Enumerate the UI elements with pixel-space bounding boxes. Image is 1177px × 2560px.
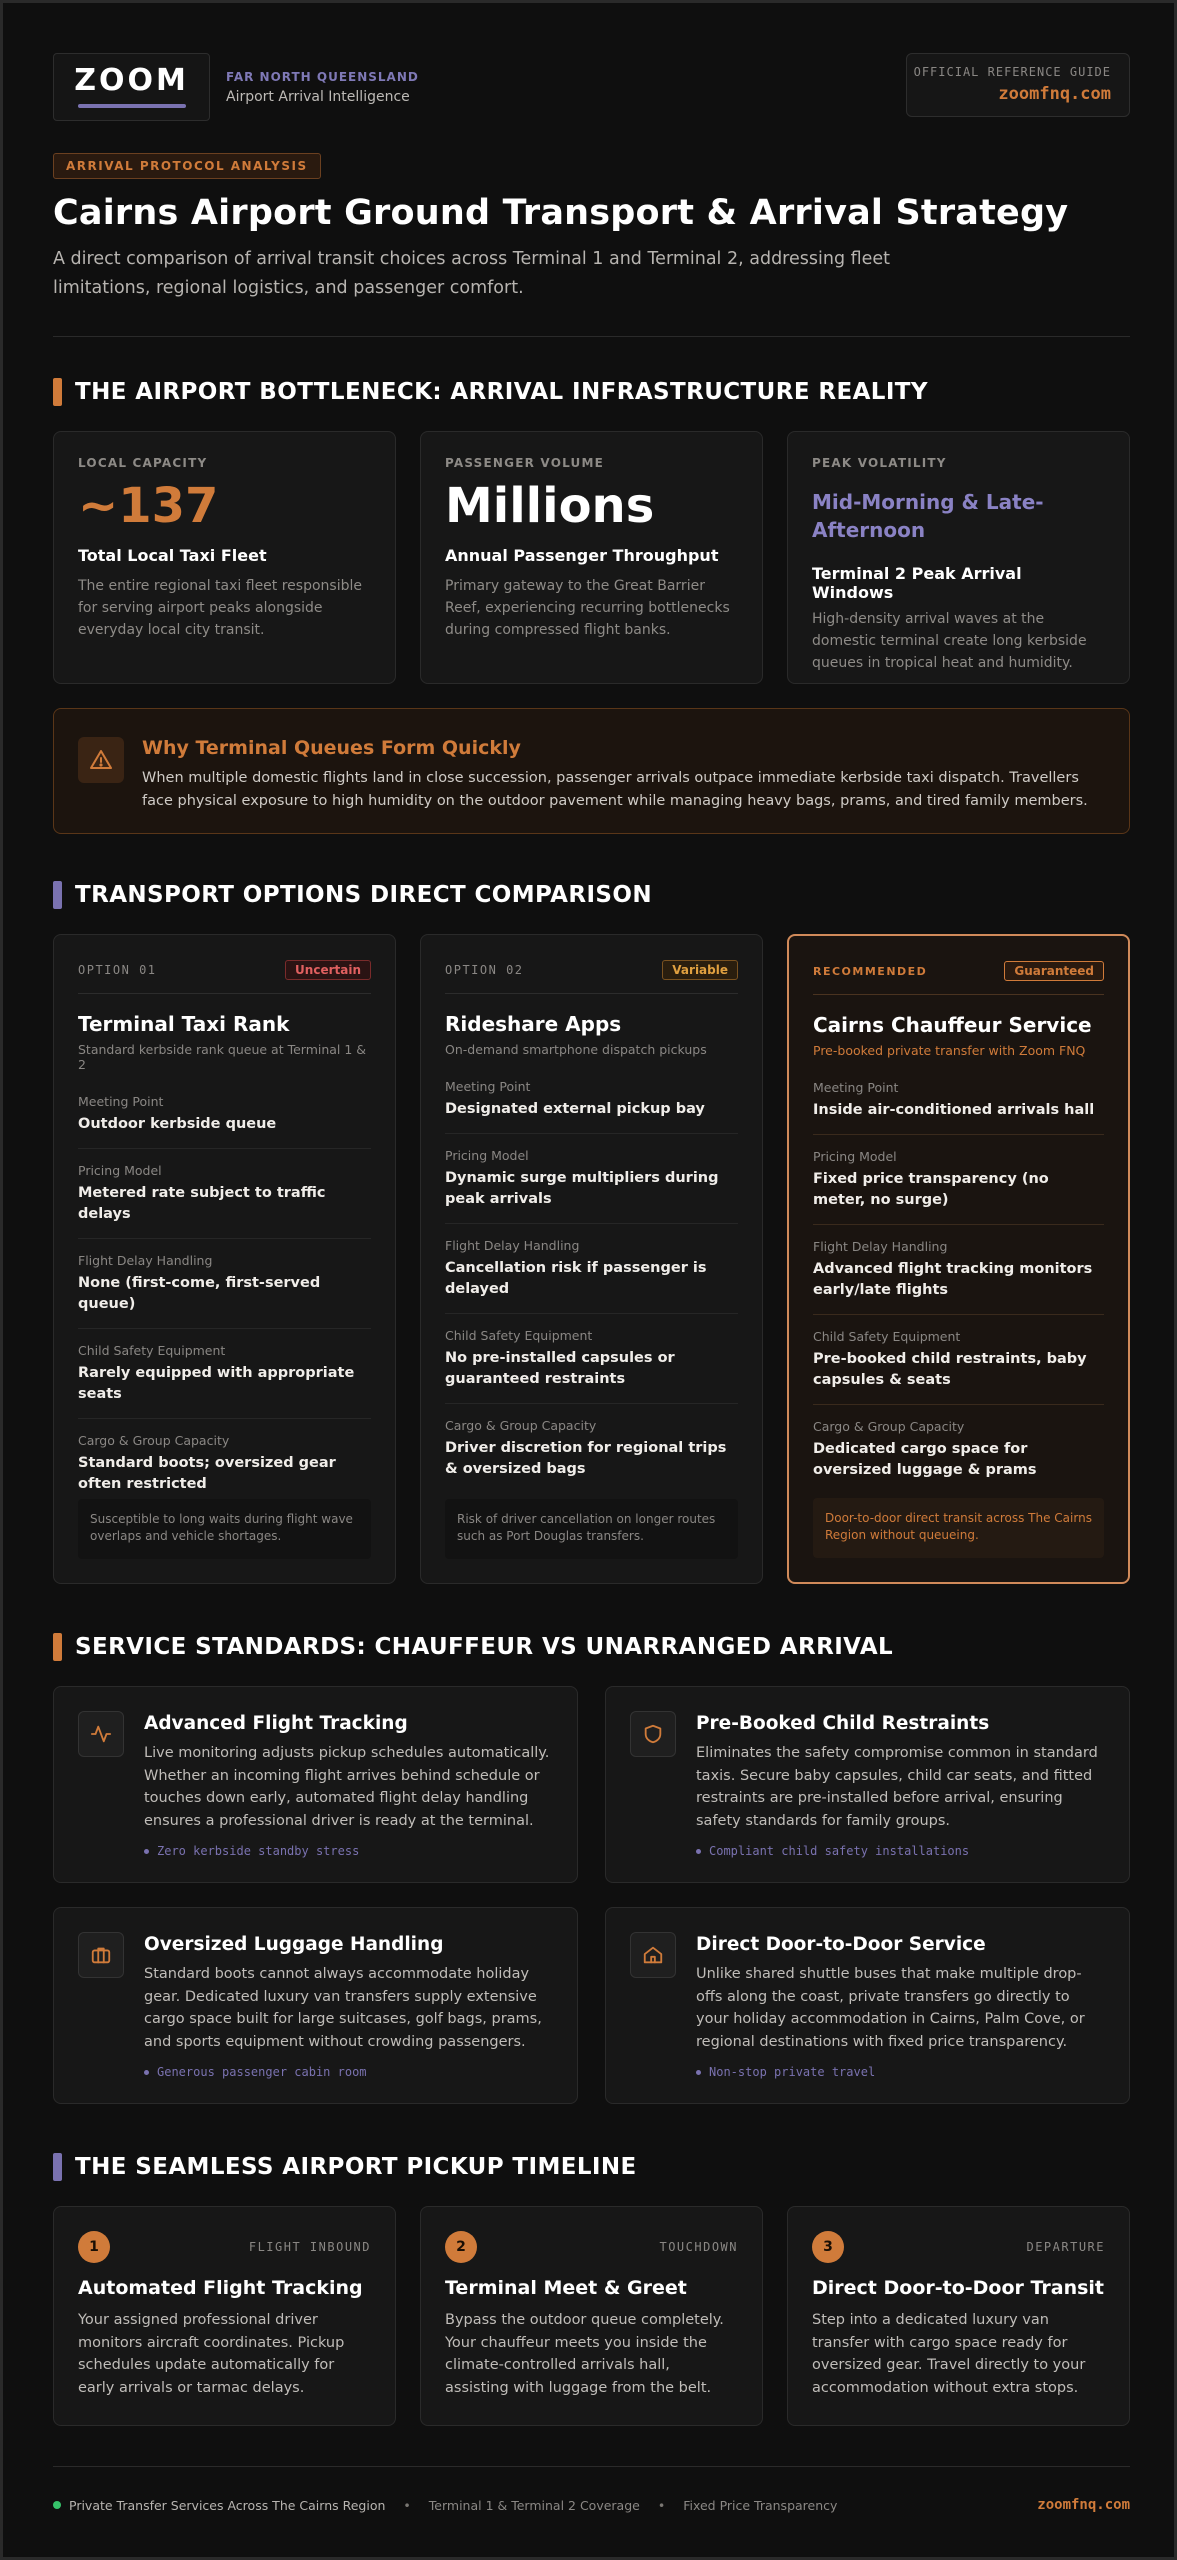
step-number: 3: [812, 2231, 844, 2263]
footer-item: Private Transfer Services Across The Cairns Region: [69, 2497, 386, 2513]
stat-description: High-density arrival waves at the domestic terminal create long kerbside queues in tropical heat and humidity.: [812, 611, 1087, 671]
option-footnote: Susceptible to long waits during flight wave overlaps and vehicle shortages.: [78, 1499, 371, 1559]
step-description: Bypass the outdoor queue completely. Your chauffeur meets you inside the climate-controlled arrivals hall, assisting with luggage from the belt.: [445, 2312, 724, 2396]
option-rows: [445, 1065, 738, 1493]
option-header: [813, 960, 1104, 982]
option-title: Terminal Taxi Rank: [78, 1012, 290, 1036]
brand-region: FAR NORTH QUEENSLAND: [226, 69, 419, 84]
divider: [53, 336, 1130, 337]
section-heading-timeline: [53, 2152, 1130, 2182]
row-label: Pricing Model: [78, 1163, 162, 1178]
header: [53, 53, 1130, 121]
timeline-step: [787, 2206, 1130, 2426]
option-rows: [78, 1080, 371, 1508]
stat-value: ~137: [78, 478, 219, 534]
option-header: [445, 959, 738, 981]
service-note: [144, 2065, 553, 2079]
option-title: Rideshare Apps: [445, 1012, 622, 1036]
status-badge: Variable: [662, 960, 738, 980]
service-description: Unlike shared shuttle buses that make multiple drop-offs along the coast, private transfers go directly to your holiday accommodation in Cairns, Palm Cove, or regional destinations with fixed price transparency.: [696, 1966, 1085, 2050]
option-title: Cairns Chauffeur Service: [813, 1013, 1092, 1037]
footer: [53, 2497, 1130, 2513]
service-description: Eliminates the safety compromise common in standard taxis. Secure baby capsules, child car seats, and fitted restraints are pre-installed before arrival, ensuring safety standards for family groups.: [696, 1745, 1098, 1829]
option-subtitle: Pre-booked private transfer with Zoom FNQ: [813, 1043, 1086, 1058]
briefcase-icon: [78, 1932, 124, 1978]
section-title: THE AIRPORT BOTTLENECK: ARRIVAL INFRASTRUCTURE REALITY: [75, 379, 928, 405]
stat-card-volume: [420, 431, 763, 684]
timeline-step: [53, 2206, 396, 2426]
service-note-text: Zero kerbside standby stress: [157, 1844, 360, 1858]
separator: •: [657, 2497, 666, 2513]
service-card-luggage: [53, 1907, 578, 2104]
row-value: Driver discretion for regional trips & oversized bags: [445, 1440, 727, 1477]
option-row: [78, 1329, 371, 1419]
stat-title: Annual Passenger Throughput: [445, 546, 719, 565]
service-description: Live monitoring adjusts pickup schedules automatically. Whether an incoming flight arrives behind schedule or touches down early, automated flight delay handling ensures a professional driver is ready at the terminal.: [144, 1745, 550, 1829]
stat-key: PASSENGER VOLUME: [445, 456, 605, 470]
footer-url-link[interactable]: zoomfnq.com: [1037, 2497, 1130, 2513]
status-dot: [53, 2501, 61, 2509]
option-subtitle: On-demand smartphone dispatch pickups: [445, 1042, 707, 1057]
shield-icon: [630, 1711, 676, 1757]
option-row: [78, 1080, 371, 1149]
step-description: Your assigned professional driver monitors aircraft coordinates. Pickup schedules update automatically for early arrivals or tarmac delays.: [78, 2312, 345, 2396]
option-row: [445, 1404, 738, 1493]
row-value: No pre-installed capsules or guaranteed restraints: [445, 1350, 675, 1387]
option-row: [445, 1224, 738, 1314]
option-key: RECOMMENDED: [813, 964, 928, 978]
stat-value: Millions: [445, 478, 655, 534]
service-body: [144, 1711, 553, 1858]
service-title: Pre-Booked Child Restraints: [696, 1713, 990, 1734]
step-key: DEPARTURE: [1026, 2240, 1105, 2254]
service-note-text: Compliant child safety installations: [709, 1844, 970, 1858]
stat-description: Primary gateway to the Great Barrier Reef, experiencing recurring bottlenecks during compressed flight banks.: [445, 578, 730, 638]
comparison-row: [53, 934, 1130, 1584]
row-value: Fixed price transparency (no meter, no surge): [813, 1171, 1049, 1208]
brand-subtitle: Airport Arrival Intelligence: [226, 88, 410, 105]
status-badge: Guaranteed: [1004, 961, 1104, 981]
hero-tag: ARRIVAL PROTOCOL ANALYSIS: [53, 153, 321, 179]
page-title: Cairns Airport Ground Transport & Arrival Strategy: [53, 193, 1069, 233]
row-value: Standard boots; oversized gear often restricted: [78, 1455, 336, 1492]
row-label: Cargo & Group Capacity: [78, 1433, 230, 1448]
reference-url-link[interactable]: zoomfnq.com: [998, 84, 1111, 104]
service-description: Standard boots cannot always accommodate holiday gear. Dedicated luxury van transfers supply extensive cargo space built for large suitcases, golf bags, prams, and sports equipment without crowding passengers.: [144, 1966, 542, 2050]
step-header: [445, 2231, 738, 2263]
stat-key: PEAK VOLATILITY: [812, 456, 947, 470]
row-value: Inside air-conditioned arrivals hall: [813, 1102, 1095, 1118]
section-accent-bar: [53, 881, 62, 909]
page-content: [53, 53, 1130, 2513]
service-note: [144, 1844, 553, 1858]
stats-row: [53, 431, 1130, 684]
divider: [53, 2466, 1130, 2467]
service-card-flight-tracking: [53, 1686, 578, 1883]
option-row: [813, 1135, 1104, 1225]
service-card-door-to-door: [605, 1907, 1130, 2104]
brand: [53, 53, 419, 121]
row-value: None (first-come, first-served queue): [78, 1275, 321, 1312]
brand-meta: [226, 70, 419, 105]
divider: [445, 993, 738, 994]
divider: [813, 994, 1104, 995]
section-accent-bar: [53, 1633, 62, 1661]
option-card-taxi[interactable]: [53, 934, 396, 1584]
option-row: [445, 1314, 738, 1404]
option-footnote: Risk of driver cancellation on longer routes such as Port Douglas transfers.: [445, 1499, 738, 1559]
home-icon: [630, 1932, 676, 1978]
row-value: Dedicated cargo space for oversized luggage & prams: [813, 1441, 1037, 1478]
stat-description: The entire regional taxi fleet responsible for serving airport peaks alongside everyday local city transit.: [78, 578, 362, 638]
warning-icon: [78, 737, 124, 783]
option-card-chauffeur[interactable]: [787, 934, 1130, 1584]
service-body: [144, 1932, 553, 2079]
row-label: Meeting Point: [445, 1079, 531, 1094]
service-note-text: Generous passenger cabin room: [157, 2065, 367, 2079]
row-value: Pre-booked child restraints, baby capsules & seats: [813, 1351, 1087, 1388]
row-label: Pricing Model: [445, 1148, 529, 1163]
reference-label: OFFICIAL REFERENCE GUIDE: [913, 65, 1111, 79]
service-title: Direct Door-to-Door Service: [696, 1934, 986, 1955]
option-subtitle: Standard kerbside rank queue at Terminal 1 & 2: [78, 1042, 367, 1072]
step-key: FLIGHT INBOUND: [248, 2240, 371, 2254]
bullet-dot: [696, 2070, 701, 2075]
row-label: Meeting Point: [78, 1094, 164, 1109]
service-grid: [53, 1686, 1130, 2104]
separator: •: [403, 2497, 411, 2513]
option-footnote: Door-to-door direct transit across The Cairns Region without queueing.: [813, 1498, 1104, 1558]
stat-value: Mid-Morning & Late-Afternoon: [812, 490, 1044, 542]
option-header: [78, 959, 371, 981]
step-title: Direct Door-to-Door Transit: [812, 2277, 1105, 2299]
logo-underline: [78, 104, 186, 108]
section-heading-comparison: [53, 880, 1130, 910]
section-accent-bar: [53, 2153, 62, 2181]
section-title: TRANSPORT OPTIONS DIRECT COMPARISON: [75, 882, 652, 908]
bullet-dot: [144, 1849, 149, 1854]
row-value: Cancellation risk if passenger is delayed: [445, 1260, 707, 1297]
section-title: SERVICE STANDARDS: CHAUFFEUR VS UNARRANGED ARRIVAL: [75, 1634, 894, 1660]
bullet-dot: [696, 1849, 701, 1854]
row-value: Designated external pickup bay: [445, 1101, 705, 1117]
option-row: [813, 1405, 1104, 1494]
service-title: Advanced Flight Tracking: [144, 1713, 408, 1734]
timeline-row: [53, 2206, 1130, 2426]
logo-text: ZOOM: [74, 63, 189, 98]
stat-title: Total Local Taxi Fleet: [78, 546, 267, 565]
row-label: Cargo & Group Capacity: [445, 1418, 597, 1433]
row-label: Cargo & Group Capacity: [813, 1419, 965, 1434]
row-label: Flight Delay Handling: [78, 1253, 213, 1268]
footer-item: Terminal 1 & Terminal 2 Coverage: [428, 2497, 640, 2513]
logo[interactable]: [53, 53, 210, 121]
section-title: THE SEAMLESS AIRPORT PICKUP TIMELINE: [75, 2154, 637, 2180]
option-card-rideshare[interactable]: [420, 934, 763, 1584]
alert-title: Why Terminal Queues Form Quickly: [142, 737, 521, 759]
alert-body: [142, 737, 1092, 809]
option-row: [445, 1134, 738, 1224]
stat-title: Terminal 2 Peak Arrival Windows: [812, 564, 1022, 602]
service-note-text: Non-stop private travel: [709, 2065, 876, 2079]
service-card-child-restraints: [605, 1686, 1130, 1883]
option-row: [78, 1419, 371, 1508]
option-row: [813, 1315, 1104, 1405]
stat-key: LOCAL CAPACITY: [78, 456, 208, 470]
step-title: Terminal Meet & Greet: [445, 2277, 687, 2299]
row-label: Meeting Point: [813, 1080, 899, 1095]
option-row: [813, 1225, 1104, 1315]
option-key: OPTION 01: [78, 963, 157, 977]
step-header: [812, 2231, 1105, 2263]
row-value: Rarely equipped with appropriate seats: [78, 1365, 355, 1402]
divider: [78, 993, 371, 994]
service-title: Oversized Luggage Handling: [144, 1934, 444, 1955]
service-body: [696, 1711, 1105, 1858]
timeline-step: [420, 2206, 763, 2426]
step-key: TOUCHDOWN: [659, 2240, 738, 2254]
section-accent-bar: [53, 378, 62, 406]
reference-box: [906, 53, 1130, 117]
step-number: 1: [78, 2231, 110, 2263]
activity-icon: [78, 1711, 124, 1757]
bullet-dot: [144, 2070, 149, 2075]
status-badge: Uncertain: [285, 960, 371, 980]
step-header: [78, 2231, 371, 2263]
option-row: [78, 1149, 371, 1239]
footer-item: Fixed Price Transparency: [683, 2497, 838, 2513]
service-body: [696, 1932, 1105, 2079]
row-label: Flight Delay Handling: [445, 1238, 580, 1253]
service-note: [696, 2065, 1105, 2079]
page-lede: A direct comparison of arrival transit choices across Terminal 1 and Terminal 2, addressing fleet limitations, regional logistics, and passenger comfort.: [53, 249, 891, 298]
step-number: 2: [445, 2231, 477, 2263]
queue-alert: [53, 708, 1130, 834]
section-heading-service: [53, 1632, 1130, 1662]
option-rows: [813, 1066, 1104, 1494]
section-heading-bottleneck: [53, 377, 1130, 407]
row-label: Child Safety Equipment: [78, 1343, 226, 1358]
option-row: [78, 1239, 371, 1329]
service-note: [696, 1844, 1105, 1858]
row-value: Outdoor kerbside queue: [78, 1116, 277, 1132]
row-value: Dynamic surge multipliers during peak arrivals: [445, 1170, 719, 1207]
option-key: OPTION 02: [445, 963, 524, 977]
row-label: Child Safety Equipment: [445, 1328, 593, 1343]
row-value: Metered rate subject to traffic delays: [78, 1185, 326, 1222]
stat-card-volatility: [787, 431, 1130, 684]
stat-card-capacity: [53, 431, 396, 684]
footer-info: [53, 2498, 837, 2513]
option-row: [445, 1065, 738, 1134]
option-row: [813, 1066, 1104, 1135]
row-value: Advanced flight tracking monitors early/late flights: [813, 1261, 1093, 1298]
step-title: Automated Flight Tracking: [78, 2277, 363, 2299]
row-label: Pricing Model: [813, 1149, 897, 1164]
step-description: Step into a dedicated luxury van transfer with cargo space ready for oversized gear. Travel directly to your accommodation without extra stops.: [812, 2312, 1086, 2396]
row-label: Flight Delay Handling: [813, 1239, 948, 1254]
alert-description: When multiple domestic flights land in close succession, passenger arrivals outpace immediate kerbside taxi dispatch. Travellers face physical exposure to high humidity on the outdoor pavement while managing heavy bags, prams, and tired family members.: [142, 770, 1088, 809]
row-label: Child Safety Equipment: [813, 1329, 961, 1344]
